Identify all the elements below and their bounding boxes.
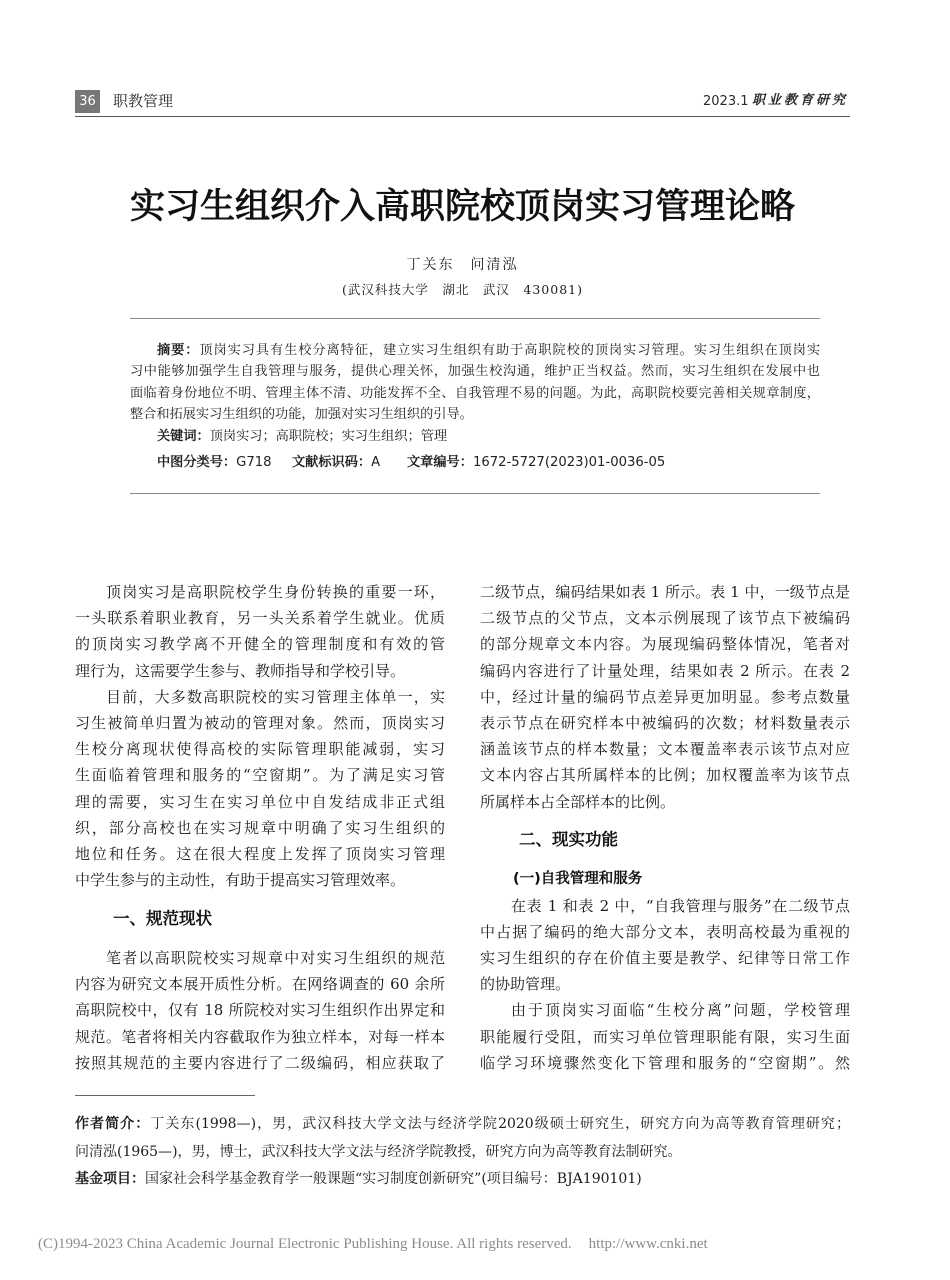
clc-number (157, 452, 272, 473)
abstract-text: 顶岗实习具有生校分离特征，建立实习生组织有助于高职院校的顶岗实习管理。实习生组织在顶岗实 (199, 343, 821, 358)
body-text-line: 中占据了编码的绝大部分文本，表明高校最为重视的 (480, 922, 850, 941)
body-text-line: 涵盖该节点的样本数量；文本覆盖率表示该节点对应 (480, 740, 850, 759)
abstract-top-rule (130, 318, 820, 319)
body-text-line: 的顶岗实习教学离不开健全的管理制度和有效的管 (75, 635, 445, 654)
body-text-line: 中学生参与的主动性，有助于提高实习管理效率。 (75, 871, 406, 890)
body-text-line: 顶岗实习是高职院校学生身份转换的重要一环， (106, 583, 445, 601)
body-text-line: 地位和任务。这在很大程度上发挥了顶岗实习管理 (75, 844, 445, 863)
document-code (292, 452, 380, 473)
body-text-line: 二级节点的父节点，文本示例展现了该节点下被编码 (480, 609, 850, 628)
abstract-bottom-rule (130, 493, 820, 494)
body-paragraph (75, 579, 445, 684)
abstract (130, 340, 820, 425)
footnote-rule (75, 1095, 255, 1096)
document-code-value: A (371, 455, 381, 470)
document-code-label: 文献标识码： (292, 455, 372, 470)
body-text-line: 实习生组织的存在价值主要是教学、纪律等日常工作 (480, 949, 850, 968)
body-text-line: 中，经过计量的编码节点差异更加明显。参考点数量 (480, 687, 850, 706)
body-paragraph (480, 997, 850, 1076)
copyright-notice (38, 1233, 708, 1255)
journal-name: 职业教育研究 (752, 93, 849, 108)
article-number-value: 1672-5727(2023)01-0036-05 (472, 455, 666, 470)
clc-value: G718 (236, 455, 272, 470)
body-text-line: 一头联系着职业教育，另一头关系着学生就业。优质 (75, 609, 445, 628)
clc-label: 中图分类号： (157, 455, 237, 470)
body-text-line: 内容为研究文本展开质性分析。在网络调查的 60 余所 (75, 975, 445, 994)
body-text-line: 生校分离现状使得高校的实际管理职能减弱，实习 (75, 740, 445, 759)
author-affiliation: (武汉科技大学 湖北 武汉 430081) (342, 282, 583, 297)
body-text-line: 目前，大多数高职院校的实习管理主体单一，实 (106, 687, 445, 706)
body-text-line: 二级节点，编码结果如表 1 所示。表 1 中，一级节点是 (480, 583, 850, 601)
body-text-line: 文本内容占其所属样本的比例；加权覆盖率为该节点 (480, 766, 850, 785)
abstract-line: 面临着身份地位不明、管理主体不清、功能发挥不全、自我管理不易的问题。为此，高职院校要完善相关规章制度， (130, 385, 820, 401)
footnotes (75, 1111, 850, 1194)
abstract-line (130, 340, 820, 361)
body-text-line: 理行为，这需要学生参与、教师指导和学校引导。 (75, 661, 406, 680)
section-heading: 一、规范现状 (113, 909, 212, 929)
body-text-line: 理的需要，实习生在实习单位中自发结成非正式组 (75, 792, 445, 811)
body-text-line: 的部分规章文本内容。为展现编码整体情况，笔者对 (480, 635, 850, 654)
cnki-url: http://www.cnki.net (588, 1236, 708, 1252)
body-paragraph (75, 945, 445, 1076)
body-text-line: 职能履行受阻，而实习单位管理职能有限，实习生面 (480, 1027, 850, 1046)
body-text-line: 高职院校中，仅有 18 所院校对实习生组织作出界定和 (75, 1001, 445, 1020)
body-text-line: 临学习环境骤然变化下管理和服务的“空窗期”。然 (480, 1053, 850, 1072)
body-text-line: 按照其规范的主要内容进行了二级编码，相应获取了 (75, 1053, 445, 1072)
copyright-text: (C)1994-2023 China Academic Journal Electronic Publishing House. All rights reserved. (38, 1236, 572, 1252)
header-rule (75, 116, 850, 117)
keywords-label: 关键词： (157, 429, 210, 444)
subsection-heading: (一)自我管理和服务 (513, 871, 643, 888)
keywords (157, 426, 447, 447)
body-text-line: 表示节点在研究样本中被编码的次数；材料数量表示 (480, 713, 850, 732)
body-text-line: 习生被简单归置为被动的管理对象。然而，顶岗实习 (75, 713, 445, 732)
funding-line (75, 1166, 850, 1194)
article-number (407, 452, 665, 473)
body-paragraph (75, 684, 445, 894)
body-text-line: 由于顶岗实习面临“生校分离”问题，学校管理 (511, 1001, 850, 1020)
body-text-line: 笔者以高职院校实习规章中对实习生组织的规范 (106, 949, 445, 968)
article-title: 实习生组织介入高职院校顶岗实习管理论略 (129, 186, 795, 227)
right-column (480, 579, 850, 1076)
section-heading: 二、现实功能 (519, 830, 618, 850)
body-text-line: 编码内容进行了计量处理，结果如表 2 所示。在表 2 (480, 661, 850, 680)
article-authors: 丁关东 问清泓 (406, 257, 519, 273)
keywords-text: 顶岗实习；高职院校；实习生组织；管理 (209, 429, 448, 444)
funding-text: 国家社会科学基金教育学一般课题“实习制度创新研究”(项目编号：BJA190101) (145, 1171, 642, 1187)
author-bio-line: 问清泓(1965—)，男，博士，武汉科技大学文法与经济学院教授，研究方向为高等教育法制研究。 (75, 1143, 682, 1160)
page-number: 36 (75, 90, 100, 113)
abstract-line: 习中能够加强学生自我管理与服务，提供心理关怀，加强生校沟通，维护正当权益。然而，实习生组织在发展中也 (130, 364, 820, 380)
abstract-line: 整合和拓展实习生组织的功能，加强对实习生组织的引导。 (130, 406, 473, 422)
body-paragraph (480, 893, 850, 998)
body-text-line: 生面临着管理和服务的“空窗期”。为了满足实习管 (75, 766, 445, 785)
article-number-label: 文章编号： (407, 455, 473, 470)
author-bio-label: 作者简介： (75, 1116, 151, 1132)
author-bio-text: 丁关东(1998—)，男，武汉科技大学文法与经济学院2020级硕士研究生，研究方向为高等教育管理研究； (150, 1116, 850, 1132)
section-name: 职教管理 (113, 92, 174, 110)
author-bio-line (75, 1111, 850, 1139)
abstract-label: 摘要： (157, 343, 200, 358)
issue-number: 2023.1 (703, 94, 749, 109)
body-paragraph (480, 579, 850, 815)
body-text-line: 织，部分高校也在实习规章中明确了实习生组织的 (75, 818, 445, 837)
body-text-line: 在表 1 和表 2 中，“自我管理与服务”在二级节点 (511, 896, 850, 915)
left-column (75, 579, 445, 1076)
funding-label: 基金项目： (75, 1171, 145, 1187)
body-text-line: 所属样本占全部样本的比例。 (480, 792, 676, 811)
body-text-line: 规范。笔者将相关内容截取作为独立样本，对每一样本 (75, 1027, 445, 1046)
body-text-line: 的协助管理。 (480, 975, 571, 994)
